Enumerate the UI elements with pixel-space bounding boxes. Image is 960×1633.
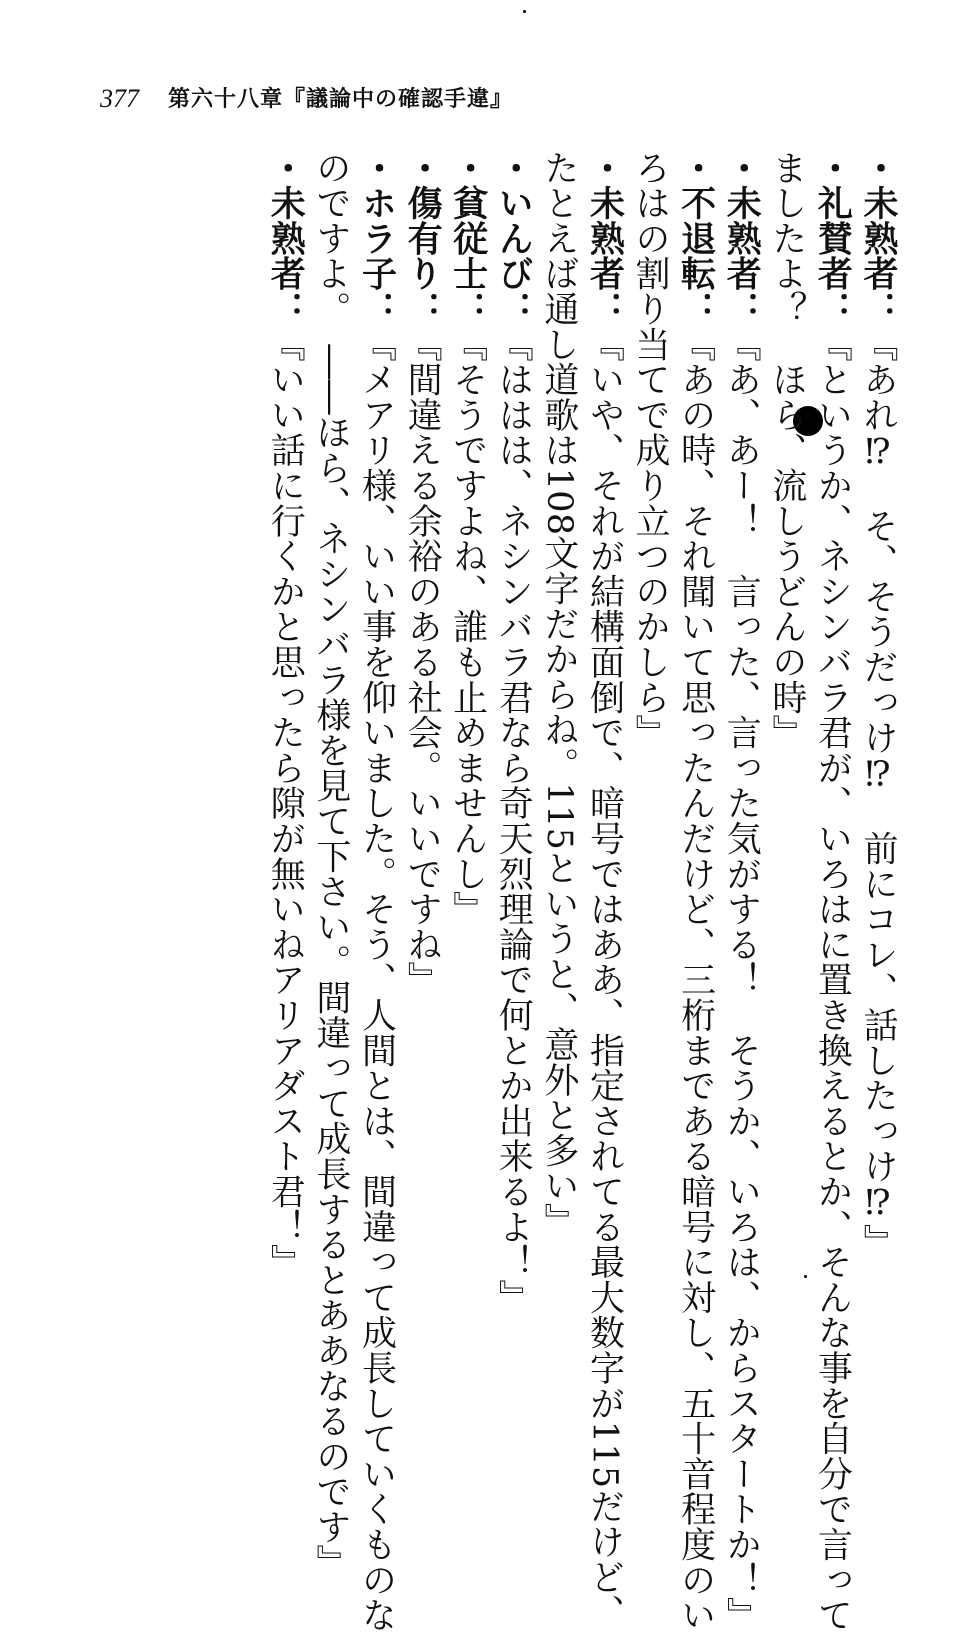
dialogue-line <box>626 150 672 1300</box>
speaker-label: ・未熟者： <box>721 150 762 327</box>
speaker-label: ・貧従士： <box>447 150 488 327</box>
dialogue-line <box>444 150 490 1300</box>
speaker-label: ・未熟者： <box>584 150 625 327</box>
dialogue-text: 『あの時、それ聞いて思ったんだけど、三桁まである暗号に対し、五十音程度のい <box>675 326 716 1633</box>
speaker-label: ・未熟者： <box>858 150 898 327</box>
speaker-label: ・いんび： <box>493 150 534 327</box>
dialogue-body <box>262 150 900 1633</box>
dialogue-line <box>398 150 444 1300</box>
dialogue-text: ろはの割り当てで成り立つのかしら』 <box>630 150 671 751</box>
speaker-label: ・ホラ子： <box>356 150 397 327</box>
dialogue-text: 『間違える余裕のある社会。いいですね』 <box>402 326 443 998</box>
dialogue-text: 『いや、それが結構面倒で、暗号ではああ、指定されてる最大数字が115だけど、 <box>584 326 625 1630</box>
dialogue-line <box>763 150 809 1300</box>
dialogue-text: 『メアリ様、いい事を仰いました。そう、人間とは、間違って成長していくものな <box>356 326 397 1633</box>
speaker-label: ・未熟者： <box>265 150 306 327</box>
speaker-label: ・傷有り： <box>402 150 443 327</box>
page-number: 377 <box>100 84 139 113</box>
dialogue-text: 『あ、あー！ 言った、言った気がする！ そうか、いろは、からスタートか！』 <box>721 326 762 1633</box>
speaker-label: ・不退転： <box>675 150 716 327</box>
dialogue-text: 『あれ⁉ そ、そうだっけ⁉ 前にコレ、話したっけ⁉』 <box>858 326 898 1260</box>
speaker-label: ・礼賛者： <box>812 150 853 327</box>
dialogue-text: 『いい話に行くかと思ったら隙が無いねアリアダスト君！』 <box>265 326 306 1280</box>
dialogue-line <box>307 150 353 1580</box>
dialogue-line <box>353 150 399 1633</box>
dialogue-line <box>535 150 581 1300</box>
dialogue-line <box>490 150 536 1315</box>
dialogue-text: 『というか、ネシンバラ君が、いろはに置き換えるとか、そんな事を自分で言って <box>812 326 853 1633</box>
dialogue-line <box>672 150 718 1633</box>
dialogue-line <box>854 150 900 1300</box>
chapter-title: 第六十八章『議論中の確認手違』 <box>168 87 514 112</box>
dialogue-line <box>809 150 855 1633</box>
dialogue-text: のですよ。 ――ほら、ネシンバラ様を見て下さい。間違って成長するとああなるのです』 <box>310 150 351 1580</box>
dialogue-text: 『ははは、ネシンバラ君なら奇天烈理論で何とか出来るよ！』 <box>493 326 534 1315</box>
dialogue-line <box>581 150 627 1630</box>
dialogue-text: ましたよ？ ほら、流しうどんの時』 <box>766 150 807 751</box>
print-speck <box>523 10 526 13</box>
dialogue-text: たとえば通し道歌は108文字だからね。115というと、意外と多い』 <box>538 150 579 1239</box>
dialogue-text: 『そうですよね、誰も止めませんし』 <box>447 326 488 927</box>
dialogue-line <box>718 150 764 1633</box>
dialogue-line <box>262 150 308 1300</box>
